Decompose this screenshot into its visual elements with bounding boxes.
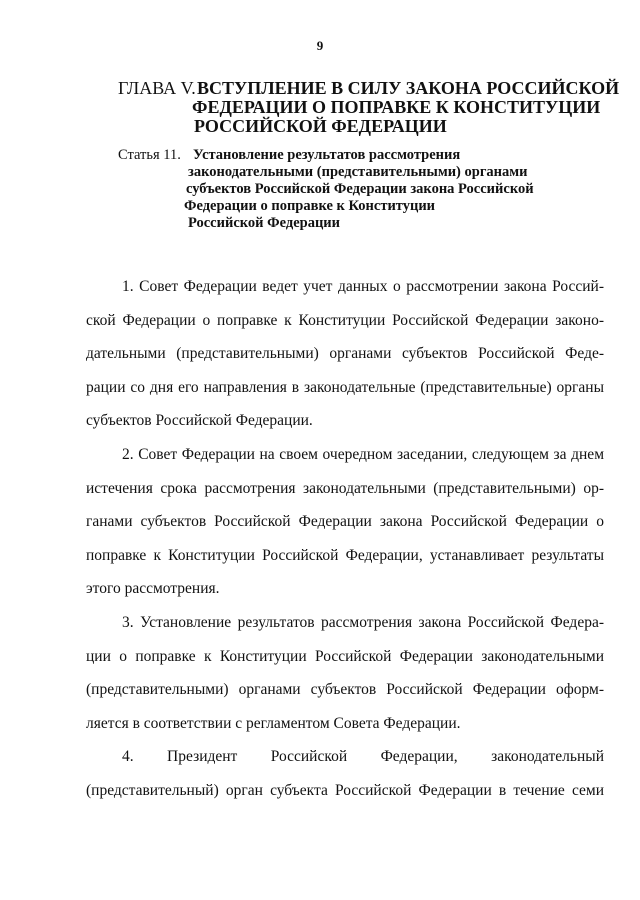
paragraph-line: ции о поправке к Конституции Российской Федерации законодательными: [86, 647, 604, 665]
paragraph-line: ганами субъектов Российской Федерации закона Российской Федерации о: [86, 513, 604, 531]
paragraph-line: 4. Президент Российской Федерации, законодательный: [122, 748, 604, 766]
article-title-line: субъектов Российской Федерации закона Российской: [186, 181, 534, 197]
article-body: [86, 270, 604, 808]
paragraph-line: 1. Совет Федерации ведет учет данных о рассмотрении закона Россий-: [122, 278, 604, 295]
chapter-title-line: ВСТУПЛЕНИЕ В СИЛУ ЗАКОНА РОССИЙСКОЙ: [197, 78, 620, 98]
chapter-title-line: РОССИЙСКОЙ ФЕДЕРАЦИИ: [194, 116, 447, 136]
paragraph-4: [86, 740, 604, 807]
paragraph-1: [86, 270, 604, 438]
paragraph-line: поправке к Конституции Российской Федерации, устанавливает результаты: [86, 546, 604, 564]
paragraph-line: этого рассмотрения.: [86, 580, 220, 598]
article-title-line: законодательными (представительными) органами: [188, 164, 528, 180]
page-number: 9: [316, 38, 324, 53]
chapter-title: [192, 78, 620, 136]
article-heading: [118, 147, 598, 232]
paragraph-line: (представительный) орган субъекта Российской Федерации в течение семи: [86, 781, 604, 799]
article-label: Статья 11.: [118, 147, 181, 163]
paragraph-3: [86, 606, 604, 740]
paragraph-line: субъектов Российской Федерации.: [86, 412, 313, 430]
paragraph-line: истечения срока рассмотрения законодательными (представительными) ор-: [86, 479, 604, 497]
article-title-line: Установление результатов рассмотрения: [193, 147, 461, 163]
paragraph-line: 2. Совет Федерации на своем очередном заседании, следующем за днем: [122, 445, 604, 463]
paragraph-line: (представительными) органами субъектов Российской Федерации оформ-: [86, 681, 604, 699]
chapter-label: ГЛАВА V.: [118, 78, 196, 98]
paragraph-line: ской Федерации о поправке к Конституции Российской Федерации законо-: [86, 311, 604, 329]
article-title: [184, 147, 534, 232]
paragraph-line: дательными (представительными) органами субъектов Российской Феде-: [86, 345, 604, 363]
paragraph-line: 3. Установление результатов рассмотрения закона Российской Федера-: [122, 613, 604, 631]
paragraph-line: рации со дня его направления в законодательные (представительные) органы: [86, 378, 604, 396]
paragraph-line: ляется в соответствии с регламентом Совета Федерации.: [86, 714, 461, 732]
article-title-line: Федерации о поправке к Конституции: [184, 198, 436, 214]
article-title-line: Российской Федерации: [188, 215, 341, 231]
chapter-title-line: ФЕДЕРАЦИИ О ПОПРАВКЕ К КОНСТИТУЦИИ: [192, 97, 601, 117]
chapter-heading: [118, 78, 620, 136]
paragraph-2: [86, 438, 604, 606]
